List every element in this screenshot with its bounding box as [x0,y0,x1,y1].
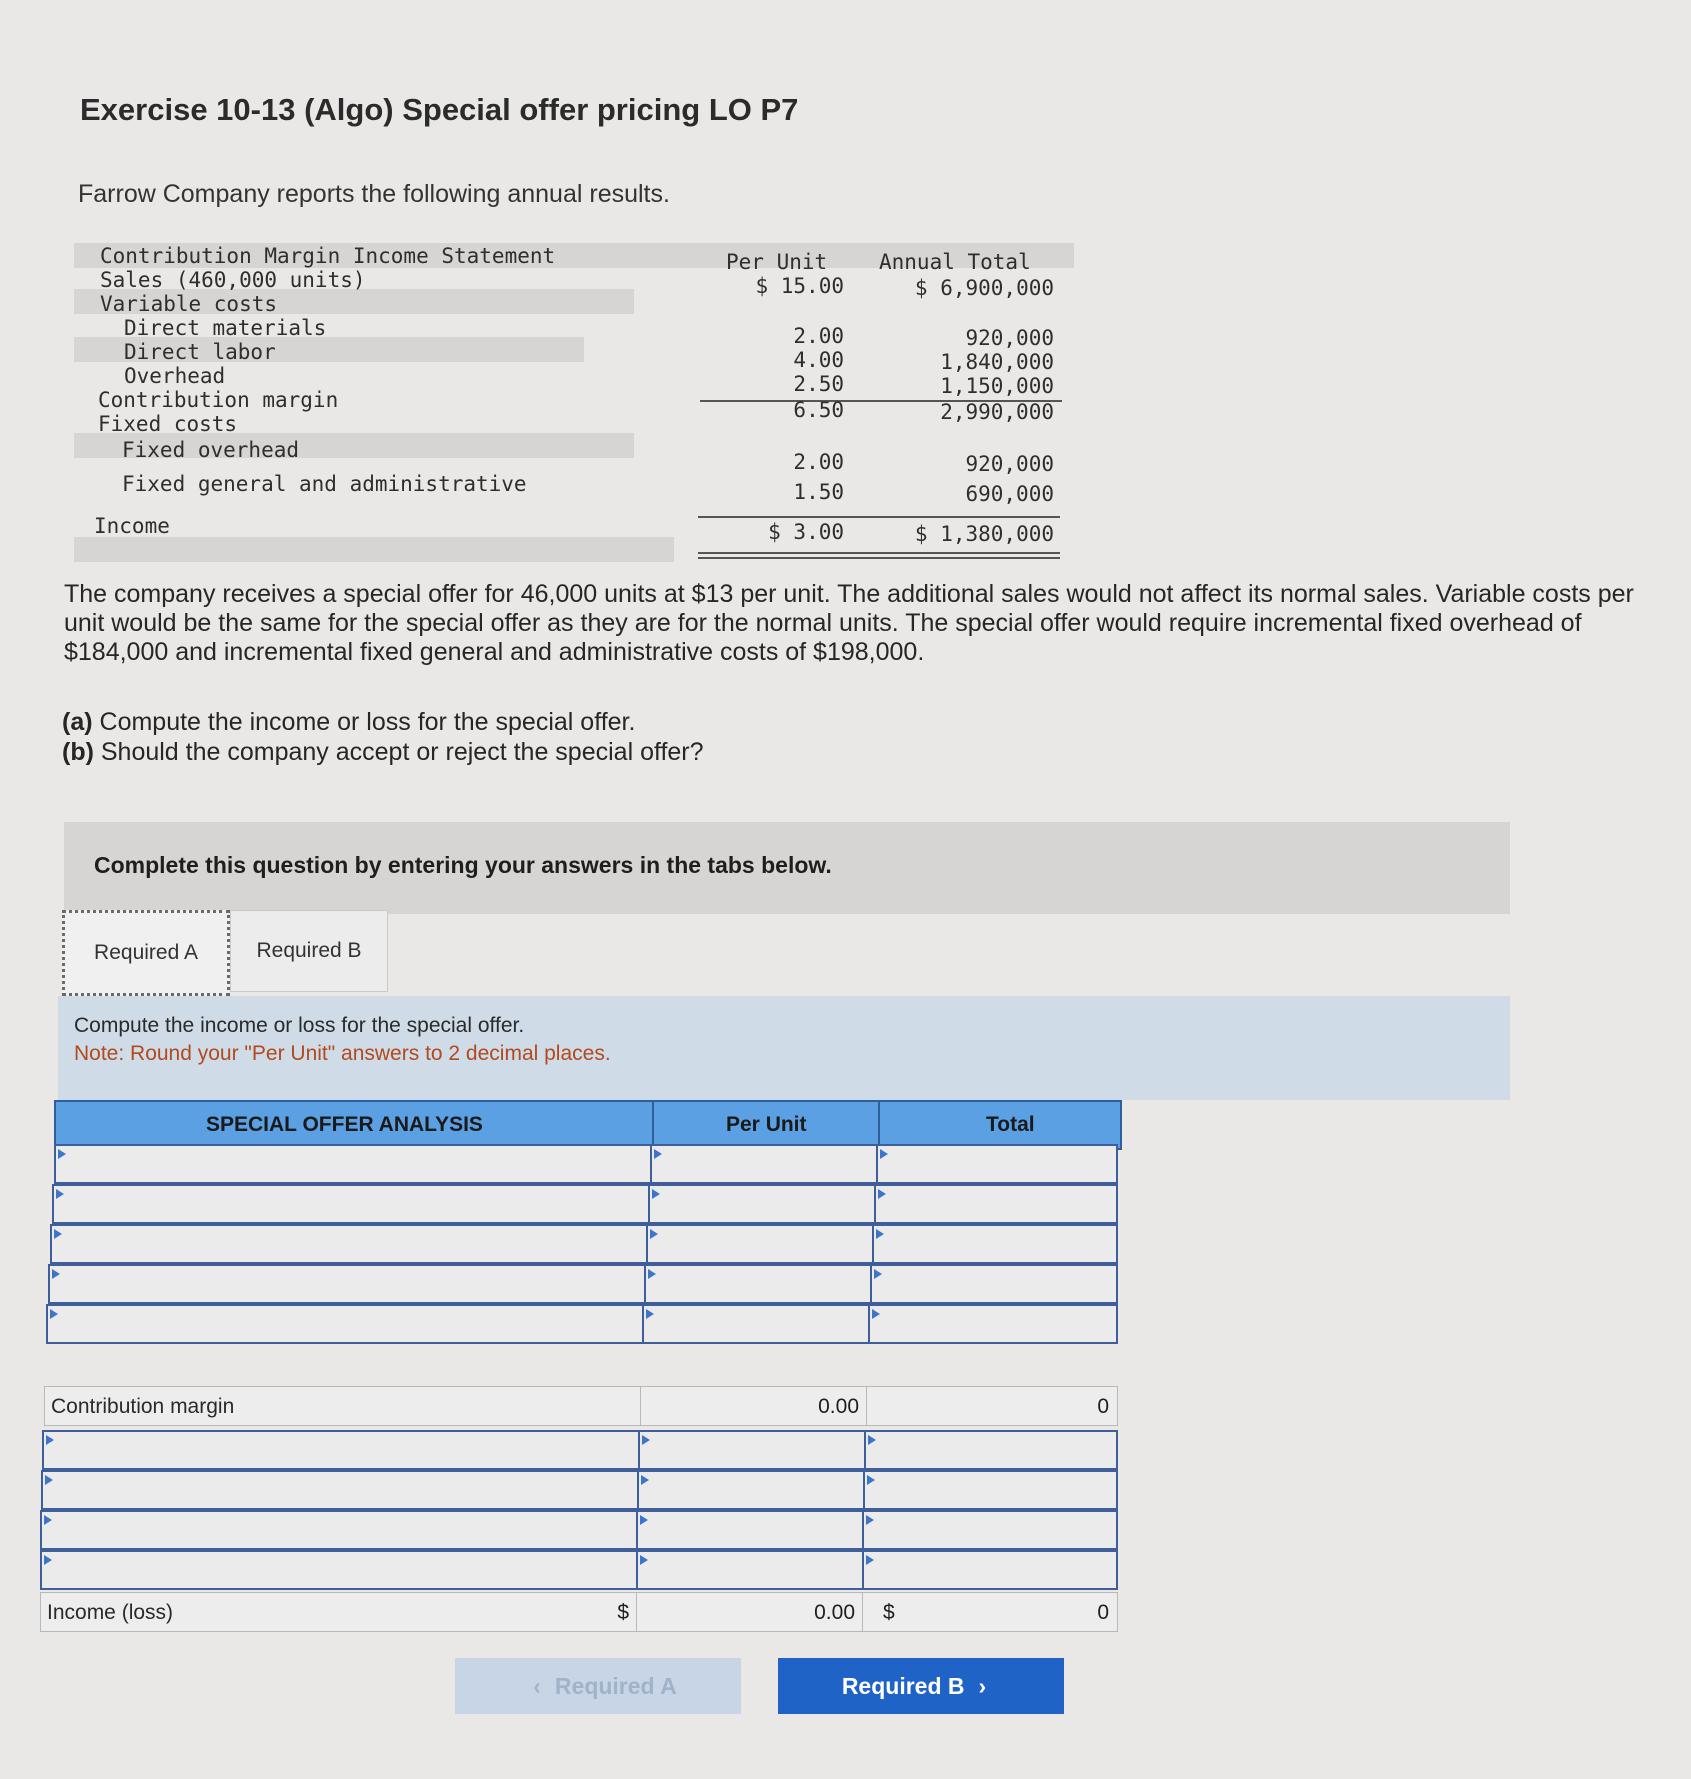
per-unit-input[interactable] [642,1304,870,1344]
row-label-select[interactable] [46,1304,644,1344]
row-label-select[interactable] [54,1144,652,1184]
prev-required-a-button[interactable] [455,1658,741,1714]
table-row [40,1430,1118,1470]
banner-text: Complete this question by entering your answers in the tabs below. [94,852,832,878]
stmt-label: Direct materials [124,316,327,340]
stmt-label: Income [94,514,170,538]
stmt-per-unit: $ 3.00 [768,520,844,544]
stmt-total: $ 6,900,000 [914,276,1054,300]
question-a-text: Compute the income or loss for the special offer. [92,708,636,736]
tab-required-a[interactable] [62,910,230,996]
per-unit-input[interactable] [646,1224,874,1264]
per-unit-input[interactable] [636,1550,864,1590]
row-label-select[interactable] [41,1470,639,1510]
table-row [40,1184,1118,1224]
row-label-select[interactable] [40,1550,638,1590]
stmt-per-unit: 2.00 [793,324,844,348]
row-label-select[interactable] [42,1430,640,1470]
double-rule [698,557,1060,559]
stmt-per-unit: 2.00 [793,450,844,474]
stmt-label: Sales (460,000 units) [100,268,366,292]
stmt-total: 690,000 [965,482,1054,506]
instruction-text: Compute the income or loss for the special offer. [74,1014,525,1037]
header-per-unit: Per Unit [726,1113,807,1136]
per-unit-input[interactable] [650,1144,878,1184]
tab-label: Required A [94,941,198,964]
rounding-note: Note: Round your "Per Unit" answers to 2 decimal places. [74,1042,611,1065]
chevron-right-icon: › [978,1672,987,1699]
currency-symbol: $ [617,1601,629,1624]
table-row [40,1144,1118,1184]
table-row [40,1550,1118,1590]
stmt-total: 1,840,000 [940,350,1054,374]
total-input[interactable] [872,1224,1118,1264]
contribution-margin-row [40,1386,1118,1426]
table-row [40,1264,1118,1304]
per-unit-input[interactable] [638,1430,866,1470]
contribution-margin-per-unit [640,1386,868,1426]
income-statement [74,240,1074,570]
instructions-banner [64,822,1510,914]
income-loss-per-unit [636,1592,864,1632]
table-row [40,1224,1118,1264]
question-b-label: (b) [62,738,94,766]
required-a-instructions [58,996,1510,1100]
row-label: Contribution margin [51,1395,235,1418]
row-label-select[interactable] [40,1510,638,1550]
question-b [62,738,704,767]
contribution-margin-label [44,1386,642,1426]
exercise-title: Exercise 10-13 (Algo) Special offer pricing LO P7 [80,92,799,127]
header-divider [878,1102,880,1148]
stmt-per-unit: 1.50 [793,480,844,504]
header-total: Total [986,1113,1035,1136]
total-input[interactable] [864,1430,1118,1470]
chevron-left-icon: ‹ [533,1672,541,1699]
row-label-select[interactable] [48,1264,646,1304]
table-row [40,1510,1118,1550]
table-header [54,1100,1122,1150]
stmt-per-unit: 6.50 [793,398,844,422]
problem-description: The company receives a special offer for 46,000 units at $13 per unit. The additional sales would not affect its normal sales. Variable costs per unit would be the same for the special offer as they are for the normal units. The special offer would require incremental fixed overhead of $184,000 and incremental fixed general and administrative costs of $198,000. [64,580,1634,666]
total-value: 0 [1097,1395,1109,1418]
col-per-unit: Per Unit [726,250,828,274]
subtotal-rule [698,516,1060,518]
total-input[interactable] [876,1144,1118,1184]
stmt-label: Fixed overhead [122,438,300,462]
stmt-label: Contribution margin [98,388,339,412]
total-input[interactable] [862,1510,1118,1550]
total-value: 0 [1097,1601,1109,1624]
header-divider [652,1102,654,1148]
total-input[interactable] [868,1304,1118,1344]
next-button-label: Required B [841,1672,965,1699]
row-label-select[interactable] [52,1184,650,1224]
question-b-text: Should the company accept or reject the special offer? [93,738,704,766]
tab-required-b[interactable] [230,910,388,992]
header-analysis: SPECIAL OFFER ANALYSIS [206,1113,483,1136]
statement-heading: Contribution Margin Income Statement [100,244,556,268]
row-label-select[interactable] [50,1224,648,1264]
stmt-total: 920,000 [965,452,1054,476]
income-loss-row [40,1592,1118,1632]
stmt-total: 1,150,000 [940,374,1054,398]
intro-text: Farrow Company reports the following annual results. [78,180,670,208]
stmt-total: 2,990,000 [940,400,1054,424]
stmt-total: 920,000 [965,326,1054,350]
question-a [62,708,635,737]
income-loss-total [862,1592,1118,1632]
stmt-per-unit: 4.00 [793,348,844,372]
stmt-per-unit: 2.50 [793,372,844,396]
stmt-label: Variable costs [100,292,278,316]
table-row [40,1470,1118,1510]
table-row [40,1304,1118,1344]
stmt-label: Overhead [124,364,226,388]
per-unit-input[interactable] [636,1510,864,1550]
stmt-label: Direct labor [124,340,276,364]
total-input[interactable] [874,1184,1118,1224]
question-a-label: (a) [62,708,93,736]
per-unit-value: 0.00 [818,1395,859,1418]
per-unit-value: 0.00 [814,1601,855,1624]
row-label: Income (loss) [47,1601,174,1624]
col-annual-total: Annual Total [879,250,1031,274]
contribution-margin-total [866,1386,1118,1426]
stmt-label: Fixed costs [98,412,238,436]
total-input[interactable] [863,1470,1118,1510]
per-unit-input[interactable] [644,1264,872,1304]
double-rule [698,552,1060,554]
per-unit-input[interactable] [637,1470,865,1510]
next-required-b-button[interactable] [778,1658,1064,1714]
row-shade [74,537,674,562]
total-input[interactable] [862,1550,1118,1590]
income-loss-label [40,1592,638,1632]
total-input[interactable] [870,1264,1118,1304]
tab-label: Required B [256,939,362,962]
currency-symbol: $ [883,1601,895,1624]
stmt-label: Fixed general and administrative [122,472,527,496]
prev-button-label: Required A [554,1672,677,1699]
per-unit-input[interactable] [648,1184,876,1224]
stmt-total: $ 1,380,000 [914,522,1054,546]
stmt-per-unit: $ 15.00 [755,274,844,298]
